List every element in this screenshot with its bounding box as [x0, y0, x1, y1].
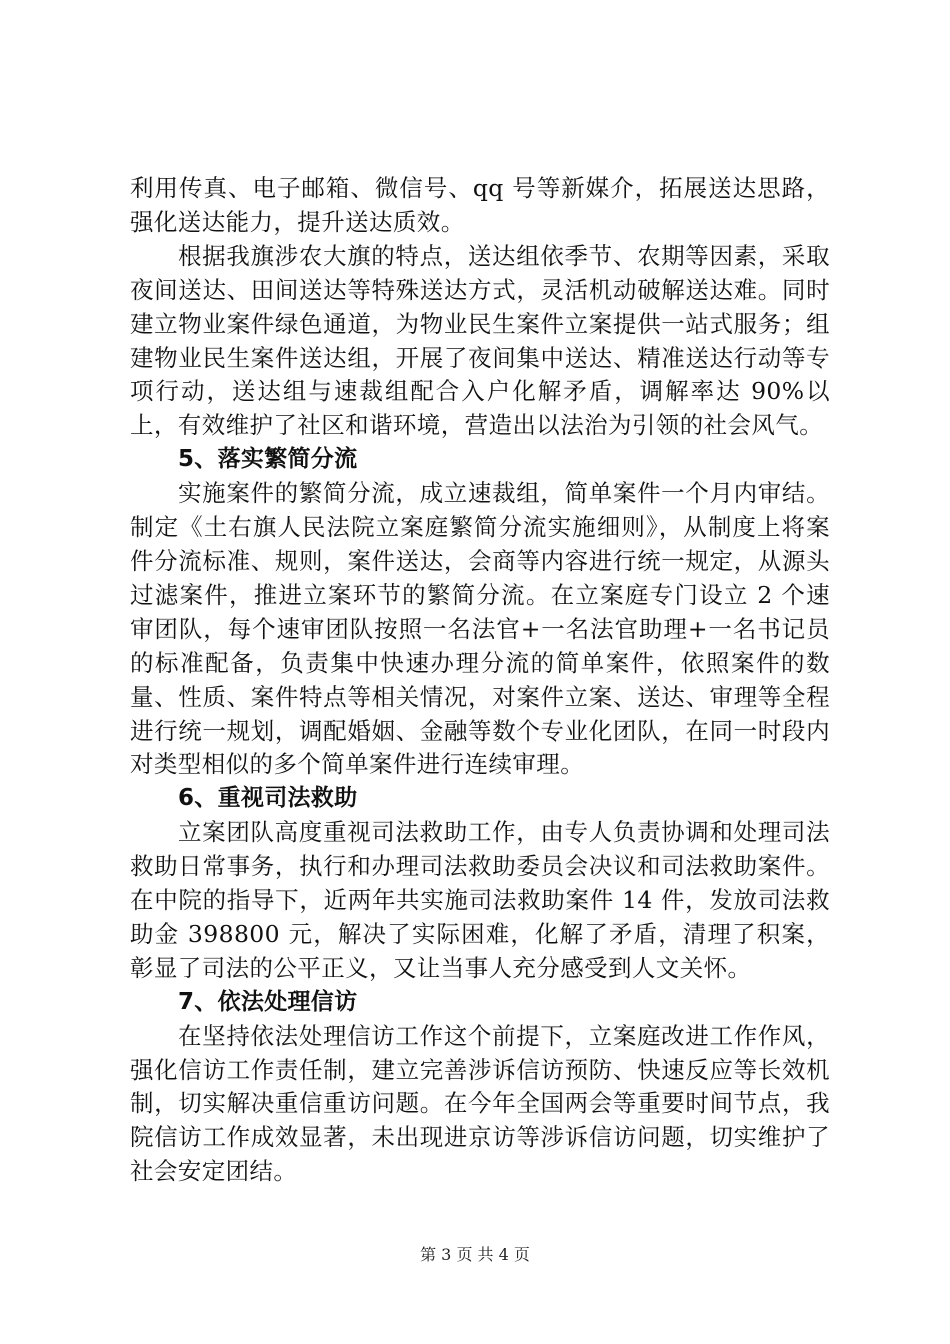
- paragraph-petitions: 在坚持依法处理信访工作这个前提下，立案庭改进工作作风，强化信访工作责任制，建立完善涉诉信访预防、快速反应等长效机制，切实解决重信重访问题。在今年全国两会等重要时间节点，我院信访工作成效显著，未出现进京访等涉诉信访问题，切实维护了社会安定团结。: [130, 1021, 830, 1186]
- document-body: [130, 172, 830, 1189]
- page-number-footer: 第 3 页 共 4 页: [420, 1245, 530, 1264]
- paragraph-case-diversion: 实施案件的繁简分流，成立速裁组，简单案件一个月内审结。制定《土右旗人民法院立案庭繁简分流实施细则》，从制度上将案件分流标准、规则，案件送达，会商等内容进行统一规定，从源头过滤案件，推进立案环节的繁简分流。在立案庭专门设立 2 个速审团队，每个速审团队按照一名法官+一名法官助理+一名书记员的标准配备，负责集中快速办理分流的简单案件，依照案件的数量、性质、案件特点等相关情况，对案件立案、送达、审理等全程进行统一规划，调配婚姻、金融等数个专业化团队，在同一时段内对类型相似的多个简单案件进行连续审理。: [130, 479, 830, 779]
- paragraph-service-channels: 利用传真、电子邮箱、微信号、qq 号等新媒介，拓展送达思路，强化送达能力，提升送达质效。: [130, 174, 830, 236]
- paragraph-rural-service: 根据我旗涉农大旗的特点，送达组依季节、农期等因素，采取夜间送达、田间送达等特殊送达方式，灵活机动破解送达难。同时建立物业案件绿色通道，为物业民生案件立案提供一站式服务；组建物业民生案件送达组，开展了夜间集中送达、精准送达行动等专项行动，送达组与速裁组配合入户化解矛盾，调解率达 90%以上，有效维护了社区和谐环境，营造出以法治为引领的社会风气。: [130, 241, 830, 440]
- heading-section-6: 6、重视司法救助: [178, 785, 358, 812]
- paragraph-judicial-aid: 立案团队高度重视司法救助工作，由专人负责协调和处理司法救助日常事务，执行和办理司法救助委员会决议和司法救助案件。在中院的指导下，近两年共实施司法救助案件 14 件，发放司法救助金 398800 元，解决了实际困难，化解了矛盾，清理了积案，彰显了司法的公平正义，又让当事人充分感受到人文关怀。: [130, 818, 830, 982]
- heading-section-7: 7、依法处理信访: [178, 988, 358, 1015]
- heading-section-5: 5、落实繁简分流: [178, 446, 358, 473]
